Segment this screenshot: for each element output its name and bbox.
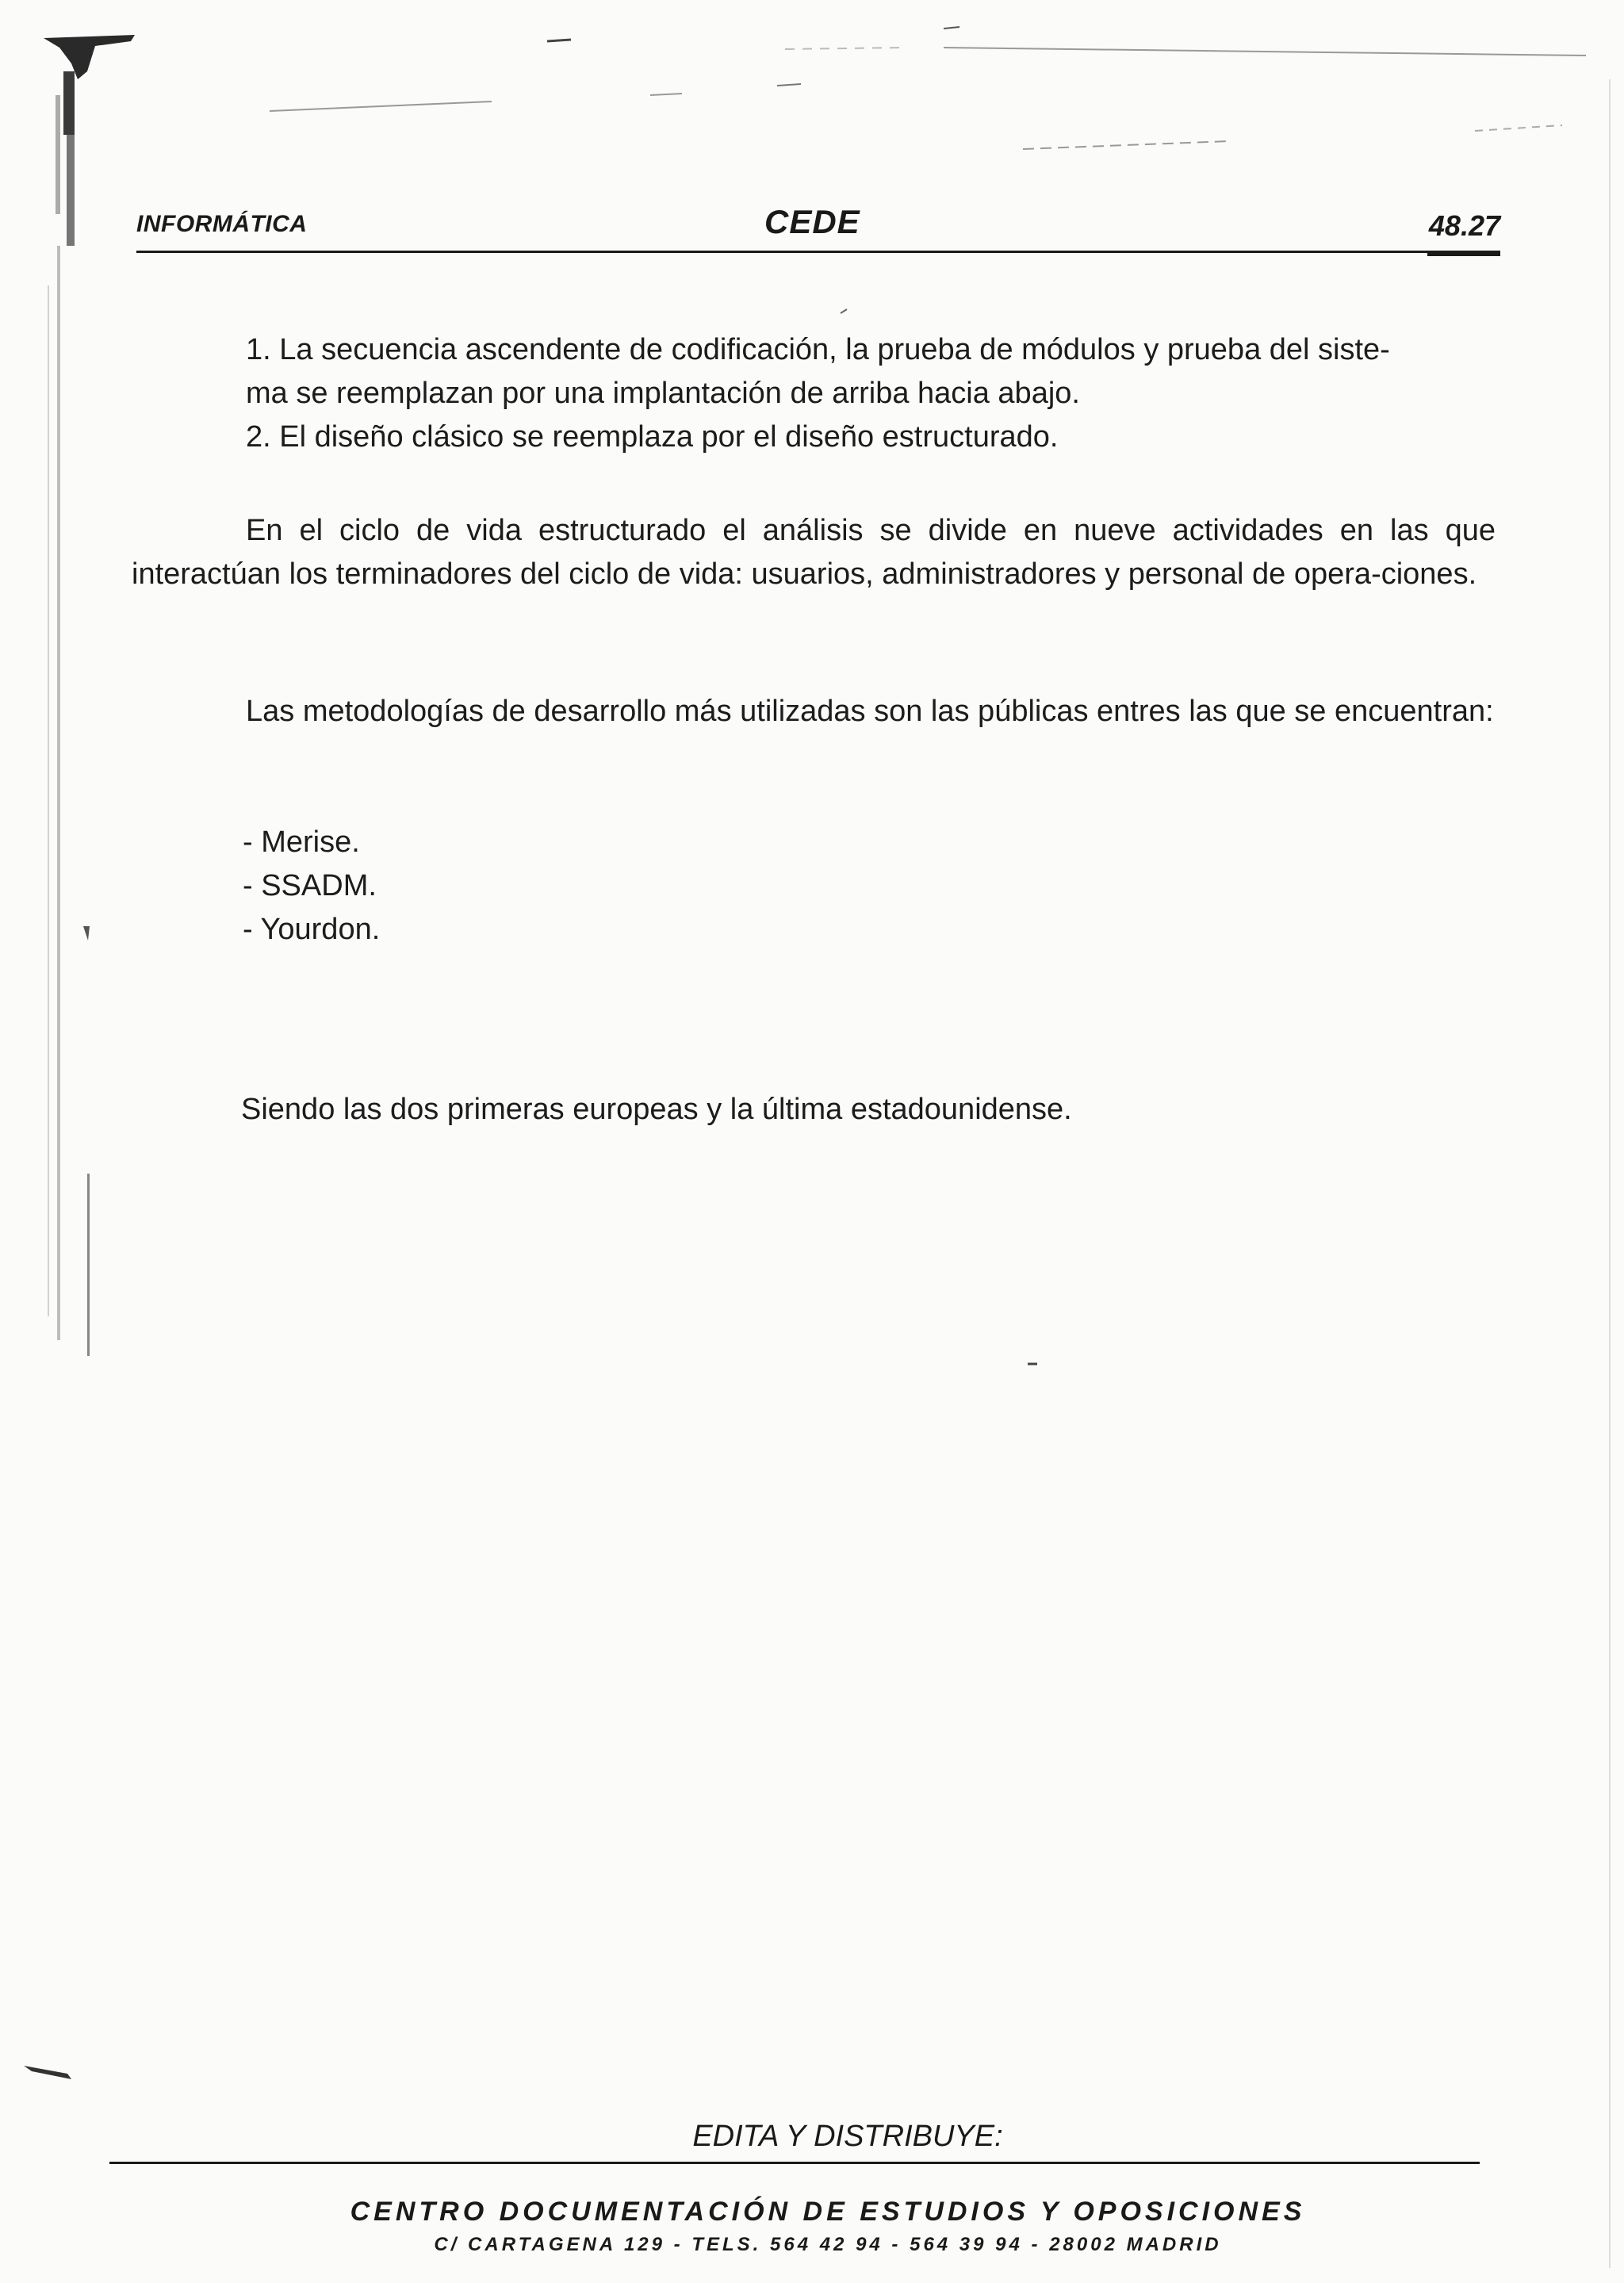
list-item: - Merise. (243, 825, 360, 859)
footer-organization: CENTRO DOCUMENTACIÓN DE ESTUDIOS Y OPOSICIONES (350, 2197, 1306, 2227)
page-number: 48.27 (1428, 209, 1500, 242)
list-item: - Yourdon. (243, 913, 381, 946)
numbered-item-1 (246, 328, 1499, 416)
footer-divider (109, 2162, 1480, 2164)
page-header (136, 203, 1500, 247)
numbered-item-1-line1: 1. La secuencia ascendente de codificación, la prueba de módulos y prueba del siste- (246, 333, 1390, 366)
brand-logo-text: CEDE (764, 203, 860, 240)
footer-address: C/ CARTAGENA 129 - TELS. 564 42 94 - 564 39 94 - 28002 MADRID (434, 2234, 1222, 2255)
list-item: - SSADM. (243, 869, 377, 902)
header-divider (136, 251, 1500, 253)
footer-title: EDITA Y DISTRIBUYE: (692, 2120, 1003, 2153)
paragraph-ciclo-de-vida: En el ciclo de vida estructurado el análisis se divide en nueve actividades en las que interactúan los terminadores del ciclo de vida: usuarios, administradores y personal de opera-ciones. (132, 514, 1496, 591)
section-title: INFORMÁTICA (136, 211, 308, 237)
header-divider-accent (1427, 252, 1500, 256)
closing-sentence: Siendo las dos primeras europeas y la última estadounidense. (241, 1093, 1072, 1126)
numbered-item-2-line1: 2. El diseño clásico se reemplaza por el diseño estructurado. (246, 420, 1059, 454)
numbered-item-1-line2: ma se reemplazan por una implantación de arriba hacia abajo. (246, 377, 1080, 410)
numbered-item-2 (246, 416, 1499, 459)
paragraph-metodologias: Las metodologías de desarrollo más utilizadas son las públicas entres las que se encuentran: (246, 695, 1494, 728)
